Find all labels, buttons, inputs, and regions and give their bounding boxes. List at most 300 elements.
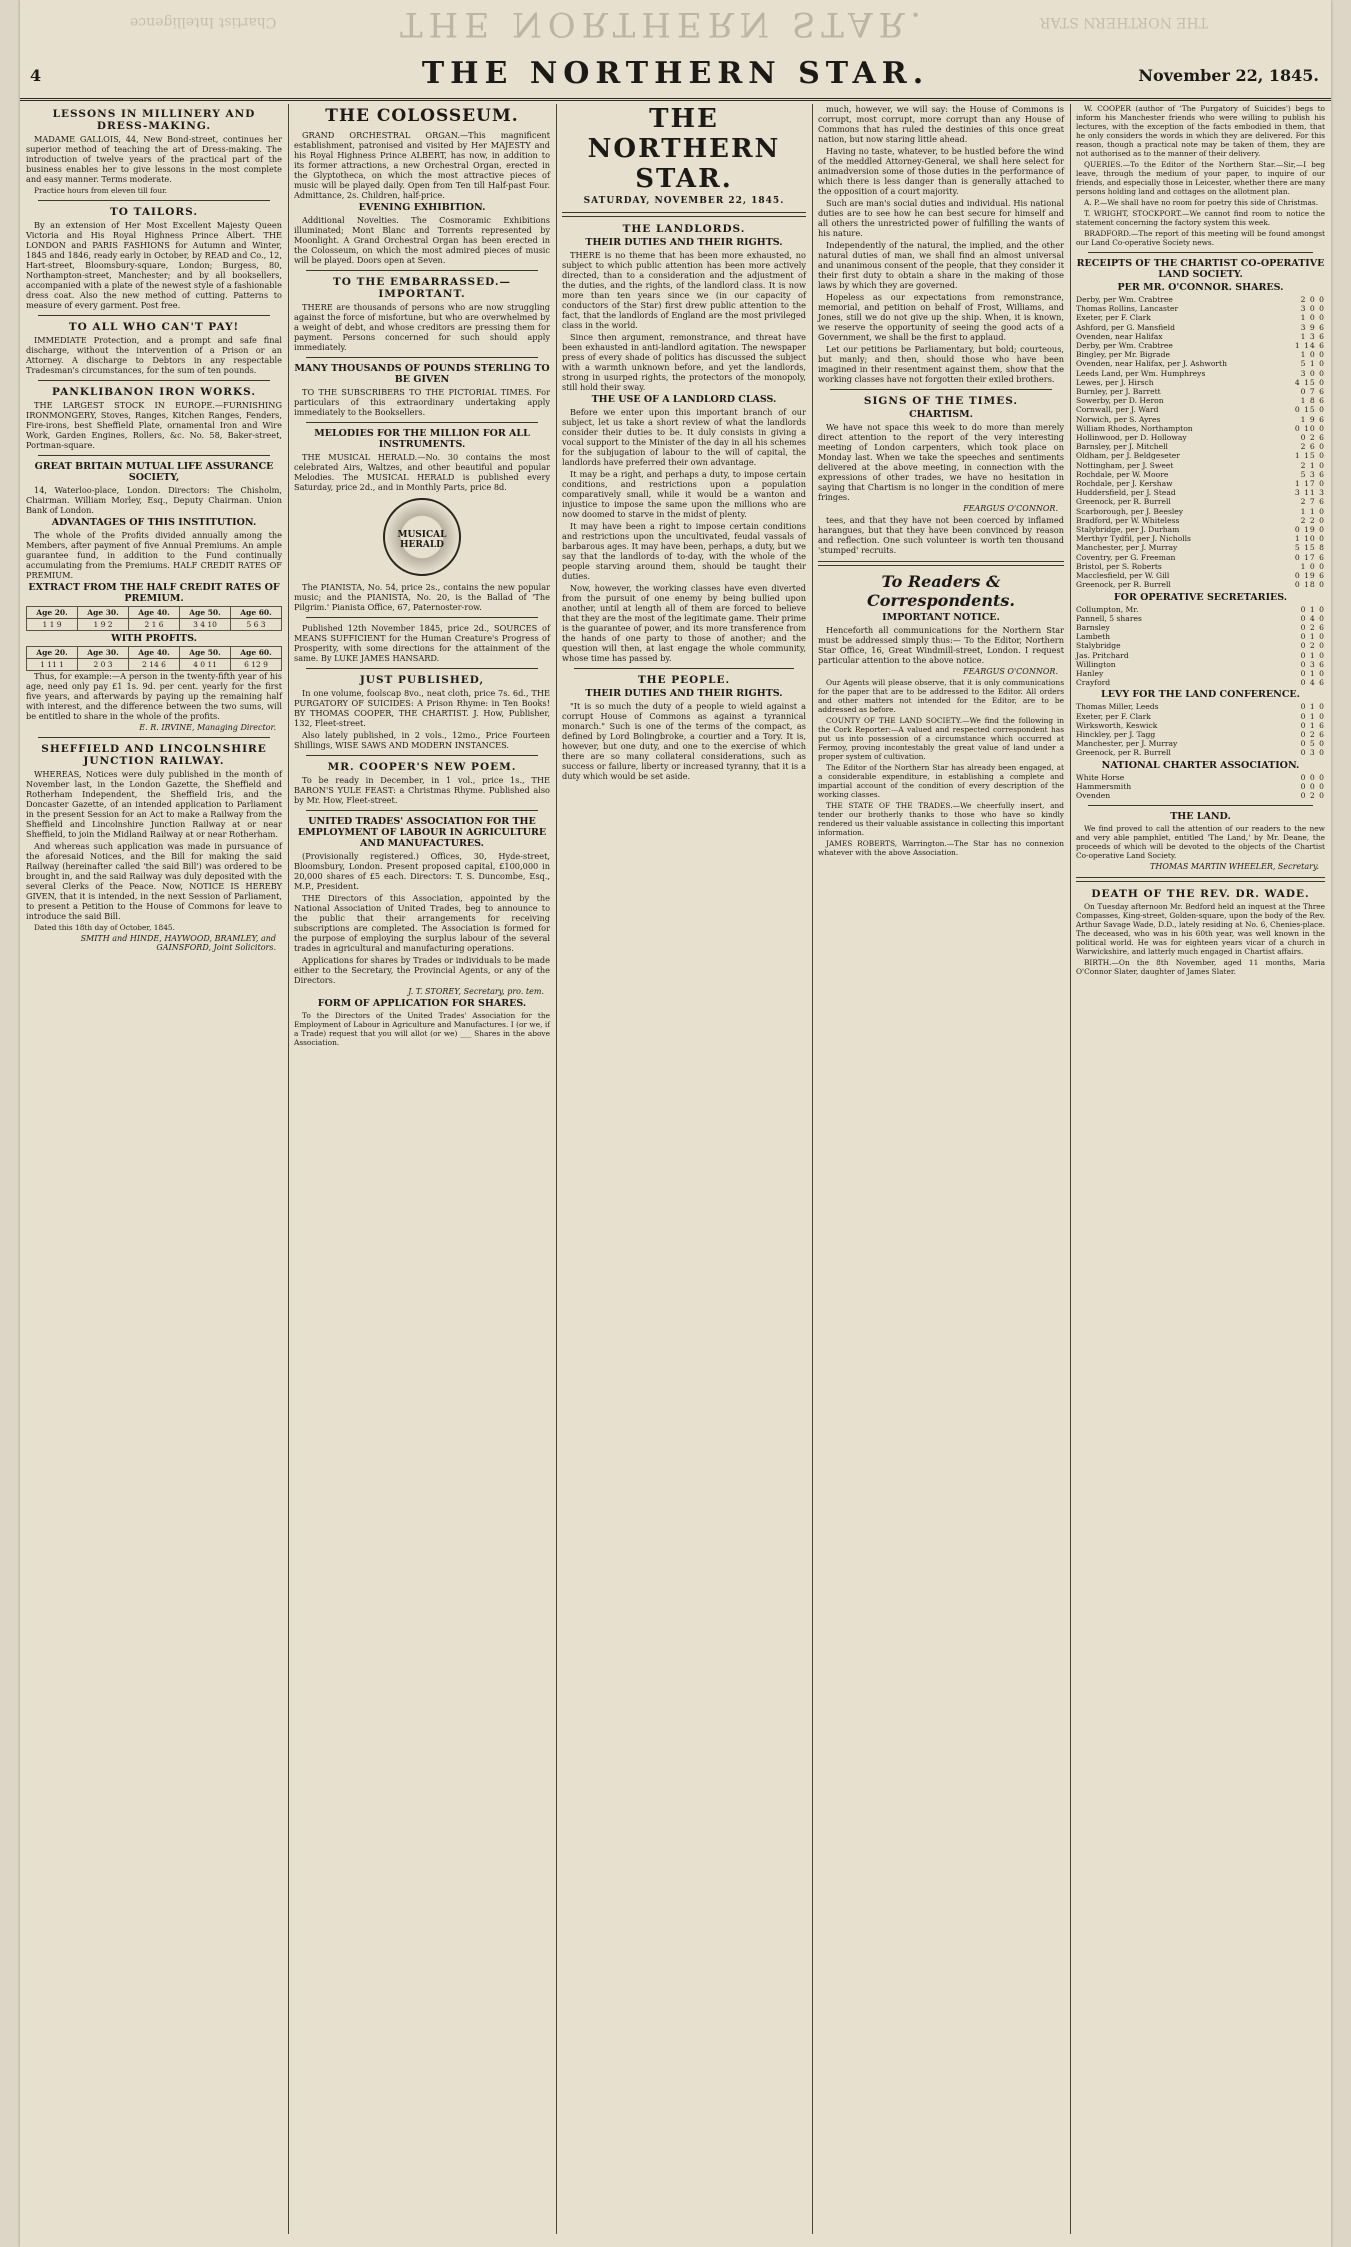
article-subheading-people-duties: THEIR DUTIES AND THEIR RIGHTS. <box>585 688 783 699</box>
receipt-amount: 5 15 8 <box>1294 543 1325 553</box>
ad-text-example: Thus, for example:—A person in the twenty-fifth year of his age, need only pay £1 1s. 9d. per cent. yearly for the first five years, and afterwards by paying up the remaining half with interest, and the difference between the two sums, will be entitled to share in the whole of the profits. <box>26 671 282 721</box>
correspondent-note: BRADFORD.—The report of this meeting will be found amongst our Land Co-operative Society news. <box>1076 229 1325 247</box>
receipt-row <box>1076 378 1325 387</box>
receipt-name: Macclesfield, per W. Gill <box>1076 571 1170 581</box>
receipt-name: Barnsley <box>1076 622 1110 632</box>
profits-table-header: Age 20. <box>27 647 78 659</box>
ad-text-pianista: The PIANISTA, No. 54, price 2s., contains the new popular music; and the PIANISTA, No. 20, is the Ballad of 'The Pilgrim.' Pianista Office, 67, Paternoster-row. <box>294 582 550 612</box>
article-heading-signs: SIGNS OF THE TIMES. <box>863 395 1019 407</box>
article-paragraph: We find proved to call the attention of our readers to the new and very able pamphlet, entitled 'The Land,' by Mr. Deane, the proceeds of which will be devoted to the objects of the Chartist Co-operative Land Society. <box>1076 824 1325 861</box>
receipt-row <box>1076 669 1325 678</box>
receipt-amount: 0 1 0 <box>1300 702 1325 712</box>
receipt-row <box>1076 632 1325 641</box>
receipt-amount: 0 1 0 <box>1300 650 1325 660</box>
article-paragraph: Such are man's social duties and individual. His national duties are to see how he can best secure for himself and all others the unrestricted power of fulfilling the wants of his nature. <box>818 198 1064 238</box>
editorial-date: SATURDAY, NOVEMBER 22, 1845. <box>583 196 785 206</box>
ad-text-wise-saws: Also lately published, in 2 vols., 12mo., Price Fourteen Shillings, WISE SAWS AND MODERN INSTANCES. <box>294 730 550 750</box>
ad-subheading-advantages: ADVANTAGES OF THIS INSTITUTION. <box>51 517 257 528</box>
ad-text-cooper-poem: To be ready in December, in 1 vol., price 1s., THE BARON'S YULE FEAST: a Christmas Rhyme. Published also by Mr. How, Fleet-street. <box>294 775 550 805</box>
premium-table-cell: 3 4 10 <box>180 619 231 631</box>
receipt-amount: 0 2 0 <box>1300 790 1325 800</box>
signature: FEARGUS O'CONNOR. <box>963 667 1058 676</box>
article-heading-landlords: THE LANDLORDS. <box>622 223 746 235</box>
correspondent-note: T. WRIGHT, STOCKPORT.—We cannot find room to notice the statement concerning the factory system this week. <box>1076 209 1325 227</box>
receipt-name: Bradford, per W. Whiteless <box>1076 515 1180 525</box>
ad-text-assurance: 14, Waterloo-place, London. Directors: The Chisholm, Chairman. William Morley, Esq., Deputy Chairman. Union Bank of London. <box>26 485 282 515</box>
notice-dated: Dated this 18th day of October, 1845. <box>34 923 175 932</box>
receipt-row <box>1076 562 1325 571</box>
double-rule <box>1076 877 1325 882</box>
receipt-row <box>1076 712 1325 721</box>
receipt-amount: 0 4 0 <box>1300 613 1325 623</box>
receipt-row <box>1076 433 1325 442</box>
receipt-row <box>1076 313 1325 322</box>
premium-table <box>26 606 282 631</box>
profits-table-caption: WITH PROFITS. <box>111 633 197 644</box>
receipt-name: Collumpton, Mr. <box>1076 604 1139 614</box>
divider <box>38 200 270 201</box>
signature: THOMAS MARTIN WHEELER, Secretary. <box>1150 862 1319 872</box>
ad-text-sources: Published 12th November 1845, price 2d., SOURCES of MEANS SUFFICIENT for the Human Creature's Progress of Prosperity, with some directions for the attainment of the same. By LUKE JAMES HANSARD. <box>294 623 550 663</box>
receipt-name: Manchester, per J. Murray <box>1076 739 1178 749</box>
receipt-row <box>1076 641 1325 650</box>
receipt-amount: 1 1 0 <box>1300 506 1325 516</box>
divider <box>38 315 270 316</box>
receipt-amount: 1 8 6 <box>1300 396 1325 406</box>
ad-heading-tailors: TO TAILORS. <box>109 206 199 218</box>
profits-table-header: Age 50. <box>180 647 231 659</box>
receipt-amount: 0 5 0 <box>1300 739 1325 749</box>
article-paragraph: Now, however, the working classes have even diverted from the pursuit of one enemy by being bullied upon another, until at length all of them are forced to believe that they are the most of the legitimate game. Their prime is the guarantee of power, and its more transference from the hands of one party to those of another; and the question will then, at last engage the whole community, whose time has passed by. <box>562 583 806 663</box>
receipt-name: Huddersfield, per J. Stead <box>1076 488 1176 498</box>
receipt-amount: 0 10 0 <box>1294 423 1325 433</box>
receipt-name: Bristol, per S. Roberts <box>1076 561 1162 571</box>
receipt-amount: 2 6 0 <box>1300 442 1325 452</box>
receipt-name: Thomas Rollins, Lancaster <box>1076 304 1179 314</box>
receipt-row <box>1076 516 1325 525</box>
receipts-heading-levy: LEVY FOR THE LAND CONFERENCE. <box>1101 689 1300 701</box>
receipt-row <box>1076 442 1325 451</box>
ad-heading-cooper-poem: MR. COOPER'S NEW POEM. <box>327 761 517 773</box>
article-heading-land: THE LAND. <box>1170 811 1231 823</box>
receipt-amount: 0 4 6 <box>1300 678 1325 688</box>
receipt-row <box>1076 605 1325 614</box>
receipt-name: Hanley <box>1076 668 1104 678</box>
column-3 <box>556 104 812 2234</box>
ad-text-applications: Applications for shares by Trades or individuals to be made either to the Secretary, the Provincial Agents, or any of the Directors. <box>294 955 550 985</box>
columns <box>20 104 1331 2234</box>
masthead-title: THE NORTHERN STAR. <box>421 56 930 91</box>
receipt-name: Oldham, per J. Beldgeseter <box>1076 451 1180 461</box>
receipt-name: Pannell, 5 shares <box>1076 613 1142 623</box>
issue-date: November 22, 1845. <box>1138 66 1319 85</box>
page-number: 4 <box>30 66 42 85</box>
receipt-name: Cornwall, per J. Ward <box>1076 405 1159 415</box>
notice-heading-railway: SHEFFIELD AND LINCOLNSHIRE JUNCTION RAILWAY. <box>41 743 267 767</box>
divider <box>830 389 1052 390</box>
receipt-amount: 0 2 6 <box>1300 622 1325 632</box>
divider <box>306 422 538 423</box>
article-paragraph: Let our petitions be Parliamentary, but bold; courteous, but manly; and then, should those who have been imagined in their resentment against them, show that the working classes have not forgotten their exiled brothers. <box>818 344 1064 384</box>
profits-table-cell: 2 0 3 <box>78 659 129 671</box>
receipt-row <box>1076 678 1325 687</box>
receipt-name: Wirksworth, Keswick <box>1076 720 1158 730</box>
receipt-name: Derby, per Wm. Crabtree <box>1076 295 1173 304</box>
receipt-amount: 1 0 0 <box>1300 313 1325 323</box>
receipt-name: William Rhodes, Northampton <box>1076 423 1193 433</box>
receipt-name: Leeds Land, per Wm. Humphreys <box>1076 368 1206 378</box>
divider <box>38 737 270 738</box>
newspaper-page <box>20 0 1331 2247</box>
receipt-name: Derby, per Wm. Crabtree <box>1076 341 1173 351</box>
premium-table-cell: 5 6 3 <box>231 619 282 631</box>
premium-table-caption: EXTRACT FROM THE HALF CREDIT RATES OF PREMIUM. <box>28 582 280 604</box>
receipt-row <box>1076 791 1325 800</box>
signature: FEARGUS O'CONNOR. <box>963 504 1058 513</box>
receipt-amount: 0 0 0 <box>1300 772 1325 782</box>
ad-text-directors: THE Directors of this Association, appointed by the National Association of United Trades, beg to announce to the public that their arrangements for receiving subscriptions are completed. The Association is formed for the purpose of employing the surplus labour of the several trades in agricultural and manufacturing operations. <box>294 893 550 953</box>
ad-text-embarrassed: THERE are thousands of persons who are now struggling against the force of misfortune, but who are overwhelmed by a weight of debt, and whose creditors are pressing them for payment. Persons concerned for such should apply immediately. <box>294 302 550 352</box>
correspondent-note: The Editor of the Northern Star has already been engaged, at a considerable expenditure, in establishing a complete and impartial account of the condition of every description of the working classes. <box>818 763 1064 799</box>
divider <box>38 380 270 381</box>
ad-heading-millinery: LESSONS IN MILLINERY AND DRESS-MAKING. <box>52 108 256 132</box>
premium-table-cell: 2 1 6 <box>129 619 180 631</box>
divider <box>1088 805 1313 806</box>
receipt-amount: 3 11 3 <box>1294 488 1325 498</box>
section-heading-correspondents: To Readers & Correspondents. <box>867 572 1015 610</box>
receipt-name: Rochdale, per J. Kershaw <box>1076 479 1173 489</box>
receipt-row <box>1076 773 1325 782</box>
receipt-name: Ashford, per G. Mansfield <box>1076 322 1175 332</box>
receipt-amount: 1 0 0 <box>1300 561 1325 571</box>
receipt-name: Exeter, per F. Clark <box>1076 711 1151 721</box>
ad-heading-embarrassed: TO THE EMBARRASSED.—IMPORTANT. <box>332 276 512 300</box>
receipt-amount: 1 0 0 <box>1300 350 1325 360</box>
receipt-name: Lambeth <box>1076 632 1111 642</box>
receipt-row <box>1076 461 1325 470</box>
seal-label: MUSICAL HERALD <box>397 530 447 550</box>
receipt-row <box>1076 295 1325 304</box>
masthead <box>20 52 1331 101</box>
receipt-row <box>1076 479 1325 488</box>
receipt-row <box>1076 525 1325 534</box>
premium-table-cell: 1 1 9 <box>27 619 78 631</box>
receipt-name: Barnsley, per J. Mitchell <box>1076 442 1168 452</box>
receipt-name: Scarborough, per J. Beesley <box>1076 506 1184 516</box>
receipt-row <box>1076 721 1325 730</box>
ad-heading-panklibanon: PANKLIBANON IRON WORKS. <box>51 386 256 398</box>
receipt-amount: 1 17 0 <box>1294 479 1325 489</box>
receipt-amount: 0 17 6 <box>1294 552 1325 562</box>
receipt-amount: 2 2 0 <box>1300 515 1325 525</box>
receipts-list <box>1076 702 1325 757</box>
receipt-name: Hinckley, per J. Tagg <box>1076 729 1156 739</box>
article-subheading-duties: THEIR DUTIES AND THEIR RIGHTS. <box>585 237 783 248</box>
article-heading-people: THE PEOPLE. <box>637 674 731 686</box>
receipt-name: Lewes, per J. Hirsch <box>1076 377 1154 387</box>
receipt-name: Thomas Miller, Leeds <box>1076 702 1159 712</box>
receipt-row <box>1076 359 1325 368</box>
article-paragraph: On Tuesday afternoon Mr. Bedford held an inquest at the Three Compasses, King-street, Golden-square, upon the body of the Rev. Arthur Savage Wade, D.D., lately residing at No. 6, Chenies-place. The deceased, who was in his 60th year, was well known in the political world. He was for eighteen years vicar of a church in Warwickshire, and latterly much engaged in Chartist affairs. <box>1076 902 1325 957</box>
bleed-through-left: Chartist Intelligence <box>130 14 277 30</box>
receipt-row <box>1076 396 1325 405</box>
receipt-row <box>1076 332 1325 341</box>
receipt-amount: 0 2 6 <box>1300 729 1325 739</box>
ad-subheading-evening: EVENING EXHIBITION. <box>358 202 486 213</box>
receipt-row <box>1076 451 1325 460</box>
receipt-amount: 0 19 0 <box>1294 525 1325 535</box>
notice-text-railway-2: And whereas such application was made in pursuance of the aforesaid Notices, and the Bill for making the said Railway (hereinafter called 'the said Bill') was ordered to be brought in, and the said Railway was duly deposited with the several Clerks of the Peace. Now, NOTICE IS HEREBY GIVEN, that it is intended, in the next Session of Parliament, to present a Petition to the House of Commons for leave to introduce the said Bill. <box>26 841 282 921</box>
receipts-heading: RECEIPTS OF THE CHARTIST CO-OPERATIVE LAND SOCIETY. <box>1076 258 1325 280</box>
article-paragraph: Hopeless as our expectations from remonstrance, memorial, and petition on behalf of Frost, Williams, and Jones, still we do not give up the ship. When, it is known, we reserve the opportunity of seeing the good acts of a Government, we shall be the first to applaud. <box>818 292 1064 342</box>
article-paragraph: Before we enter upon this important branch of our subject, let us take a short review of what the landlords consider their duties to be. It duly consists in giving a vocal support to the Minister of the day in all his schemes for the subjugation of labour to the will of capital, the landlords have preferred their own advantage. <box>562 407 806 467</box>
article-paragraph: Independently of the natural, the implied, and the other natural duties of man, we shall find an almost universal and unanimous consent of the people, that they consider it their first duty to obtain a share in the making of those laws by which they are governed. <box>818 240 1064 290</box>
receipt-amount: 0 3 0 <box>1300 748 1325 758</box>
notice-heading-important: IMPORTANT NOTICE. <box>882 612 1000 623</box>
receipt-row <box>1076 387 1325 396</box>
ad-text-melodies: THE MUSICAL HERALD.—No. 30 contains the most celebrated Airs, Waltzes, and other beautiful and popular Melodies. The MUSICAL HERALD is published every Saturday, price 2d., and in Monthly Parts, price 8d. <box>294 452 550 492</box>
receipt-amount: 0 2 6 <box>1300 433 1325 443</box>
receipt-row <box>1076 553 1325 562</box>
receipt-row <box>1076 534 1325 543</box>
receipts-list <box>1076 773 1325 801</box>
ad-text-tailors: By an extension of Her Most Excellent Majesty Queen Victoria and His Royal Highness Prince Albert. THE LONDON and PARIS FASHIONS for Autumn and Winter, 1845 and 1846, ready early in October, by READ and Co., 12, Hart-street, Bloomsbury-square, London; Burgess, 80, Northampton-street, Manchester; and by all booksellers, accompanied with a plate of the newest style of a fashionable dress coat. Also the new method of cutting. Patterns to measure of every garment. Post free. <box>26 220 282 310</box>
receipts-subheading: PER MR. O'CONNOR. SHARES. <box>1117 282 1284 293</box>
divider <box>306 810 538 811</box>
notice-text: Henceforth all communications for the Northern Star must be addressed simply thus:— To the Editor, Northern Star Office, 16, Great Windmill-street, London. I request particular attention to the above notice. <box>818 625 1064 665</box>
article-heading-death: DEATH OF THE REV. DR. WADE. <box>1091 888 1310 901</box>
receipt-amount: 1 9 6 <box>1300 414 1325 424</box>
divider <box>306 755 538 756</box>
bleed-through-title: THE NORTHERN STAR. <box>400 4 927 44</box>
receipt-row <box>1076 651 1325 660</box>
receipt-row <box>1076 369 1325 378</box>
bleed-through-right: THE NORTHERN STAR <box>1040 14 1209 30</box>
receipt-amount: 5 1 0 <box>1300 359 1325 369</box>
form-text-shares: To the Directors of the United Trades' Association for the Employment of Labour in Agriculture and Manufactures. I (or we, if a Trade) request that you will allot (or we) ___ Shares in the above Association. <box>294 1011 550 1047</box>
receipts-list <box>1076 605 1325 688</box>
ad-text-evening: Additional Novelties. The Cosmoramic Exhibitions illuminated; Mont Blanc and Torrents represented by Moonlight. A Grand Orchestral Organ has been erected in the Colosseum, on which the most admired pieces of music will be played. Doors open at Seven. <box>294 215 550 265</box>
receipt-row <box>1076 507 1325 516</box>
receipt-name: Greenock, per R. Burrell <box>1076 580 1171 590</box>
receipt-amount: 0 3 6 <box>1300 659 1325 669</box>
receipt-amount: 3 0 0 <box>1300 304 1325 314</box>
receipt-row <box>1076 405 1325 414</box>
receipt-amount: 0 15 0 <box>1294 405 1325 415</box>
receipt-row <box>1076 739 1325 748</box>
form-heading-shares: FORM OF APPLICATION FOR SHARES. <box>317 998 527 1009</box>
article-subheading-chartism: CHARTISM. <box>909 409 973 420</box>
ad-heading-united-trades: UNITED TRADES' ASSOCIATION FOR THE EMPLOYMENT OF LABOUR IN AGRICULTURE AND MANUFACTURES. <box>297 816 547 849</box>
receipts-heading-secretaries: FOR OPERATIVE SECRETARIES. <box>1113 591 1288 603</box>
double-rule <box>562 212 806 217</box>
receipt-name: Nottingham, per J. Sweet <box>1076 460 1174 470</box>
divider <box>38 455 270 456</box>
receipt-amount: 2 1 0 <box>1300 460 1325 470</box>
receipt-amount: 0 18 0 <box>1294 580 1325 590</box>
article-paragraph: THERE is no theme that has been more exhausted, no subject to which public attention has been more actively directed, than to a consideration and the adjustment of the duties, and the rights, of the landlord class. It is now more than ten years since we (in our capacity of conductors of the Star) first drew public attention to the fact, that the landlords of England are the most privileged class in the world. <box>562 250 806 330</box>
receipt-row <box>1076 748 1325 757</box>
receipts-list <box>1076 295 1325 590</box>
receipt-name: White Horse <box>1076 772 1125 782</box>
receipts-heading-national: NATIONAL CHARTER ASSOCIATION. <box>1101 759 1300 771</box>
receipt-amount: 4 15 0 <box>1294 377 1325 387</box>
receipt-row <box>1076 323 1325 332</box>
profits-table-cell: 2 14 6 <box>129 659 180 671</box>
ad-text-millinery: MADAME GALLOIS, 44, New Bond-street, continues her superior method of teaching the art of Dress-making. The introduction of twelve years of the practical part of the business enables her to give lessons in the most complete and easy manner. Terms moderate. <box>26 134 282 184</box>
profits-table-cell: 4 0 11 <box>180 659 231 671</box>
receipt-name: Greenock, per R. Burrell <box>1076 497 1171 507</box>
divider <box>574 668 794 669</box>
receipt-amount: 2 7 6 <box>1300 497 1325 507</box>
receipt-name: Exeter, per F. Clark <box>1076 313 1151 323</box>
correspondent-note: W. COOPER (author of 'The Purgatory of Suicides') begs to inform his Manchester friends who were willing to publish his lectures, with the exception of the facts embodied in them, that he only considers the words in which they are delivered. For this reason, though a practical note may be taken of them, they are not authorised as to the manner of their delivery. <box>1076 104 1325 158</box>
receipt-name: Norwich, per S. Ayres <box>1076 414 1161 424</box>
receipt-name: Merthyr Tydfil, per J. Nicholls <box>1076 534 1191 544</box>
article-paragraph: tees, and that they have not been coerced by inflamed harangues, but that they have been convinced by reason and reflection. One such volunteer is worth ten thousand 'stumped' recruits. <box>818 515 1064 555</box>
receipt-name: Jas. Pritchard <box>1076 650 1129 660</box>
receipt-row <box>1076 614 1325 623</box>
divider <box>306 357 538 358</box>
ad-heading-just-published: JUST PUBLISHED, <box>359 674 485 686</box>
receipt-row <box>1076 497 1325 506</box>
ad-text-advantages: The whole of the Profits divided annually among the Members, after payment of five Annual Premiums. An ample guarantee fund, in addition to the Fund continually accumulating from the Premiums. HALF CREDIT RATES OF PREMIUM. <box>26 530 282 580</box>
article-paragraph: It may have been a right to impose certain conditions and restrictions upon the uncultivated, feudal vassals of barbarous ages. It may have been, perhaps, a duty, but we say that the landlords of to-day, with the whole of the people starving around them, should be taught their duties. <box>562 521 806 581</box>
receipt-amount: 3 0 0 <box>1300 368 1325 378</box>
divider <box>306 270 538 271</box>
ad-heading-pictorial: MANY THOUSANDS OF POUNDS STERLING TO BE GIVEN <box>294 363 550 385</box>
receipt-amount: 2 0 0 <box>1300 295 1325 304</box>
premium-table-header: Age 30. <box>78 607 129 619</box>
correspondent-note: A. P.—We shall have no room for poetry this side of Christmas. <box>1084 198 1319 207</box>
receipt-row <box>1076 660 1325 669</box>
receipt-row <box>1076 304 1325 313</box>
receipt-name: Ovenden <box>1076 790 1111 800</box>
ad-text-purgatory: In one volume, foolscap 8vo., neat cloth, price 7s. 6d., THE PURGATORY OF SUICIDES: A Prison Rhyme: in Ten Books! BY THOMAS COOPER, THE CHARTIST. J. How, Publisher, 132, Fleet-street. <box>294 688 550 728</box>
editorial-title: THE NORTHERN STAR. <box>587 104 781 194</box>
column-1 <box>20 104 288 2234</box>
receipt-amount: 0 2 0 <box>1300 641 1325 651</box>
ad-text-pictorial: TO THE SUBSCRIBERS TO THE PICTORIAL TIMES. For particulars of this extraordinary undertaking apply immediately to the Booksellers. <box>294 387 550 417</box>
receipt-row <box>1076 415 1325 424</box>
receipt-amount: 5 3 6 <box>1300 469 1325 479</box>
receipt-name: Greenock, per R. Burrell <box>1076 748 1171 758</box>
bleed-through-reverse-text <box>20 0 1331 52</box>
receipt-amount: 0 1 6 <box>1300 720 1325 730</box>
article-paragraph: "It is so much the duty of a people to wield against a corrupt House of Commons as against a tyrannical monarch." Such is one of the terms of the compact, as defined by Lord Bolingbroke, a courtier and a Tory. It is, however, but one duty, and one to the exercise of which there are so many collateral considerations, such as success or failure, liberty or increased tyranny, that it is a duty which would be set aside. <box>562 701 806 781</box>
column-2 <box>288 104 556 2234</box>
ad-text-colosseum: GRAND ORCHESTRAL ORGAN.—This magnificent establishment, patronised and visited by Her MAJESTY and his Royal Highness Prince ALBERT, has now, in addition to its former attractions, a new Orchestral Organ, erected in the Glyptotheca, on which the most attractive pieces of music will be played daily. Open from Ten till Half-past Four. Admittance, 2s. Children, half-price. <box>294 130 550 200</box>
receipt-row <box>1076 730 1325 739</box>
receipt-amount: 0 7 6 <box>1300 387 1325 397</box>
profits-table-header: Age 60. <box>231 647 282 659</box>
ad-heading-assurance: GREAT BRITAIN MUTUAL LIFE ASSURANCE SOCIETY, <box>34 461 274 483</box>
receipt-row <box>1076 782 1325 791</box>
profits-table-cell: 6 12 9 <box>231 659 282 671</box>
profits-table <box>26 646 282 671</box>
article-paragraph: We have not space this week to do more than merely direct attention to the report of the very interesting meeting of London carpenters, which took place on Monday last. When we take the speeches and sentiments delivered at the above meeting, in connection with the expressions of other trades, we have no hesitation in saying that Chartism is no longer in the condition of mere fringes. <box>818 422 1064 502</box>
birth-notice: BIRTH.—On the 8th November, aged 11 months, Maria O'Connor Slater, daughter of James Slater. <box>1076 958 1325 977</box>
receipt-row <box>1076 341 1325 350</box>
receipt-amount: 1 14 6 <box>1294 341 1325 351</box>
premium-table-header: Age 60. <box>231 607 282 619</box>
correspondent-note: QUERIES.—To the Editor of the Northern Star.—Sir,—I beg leave, through the medium of your paper, to inquire of our friends, and especially those in Leicester, whether there are many persons holding land and cottages on the allotment plan. <box>1076 160 1325 196</box>
receipt-row <box>1076 580 1325 589</box>
correspondent-note: JAMES ROBERTS, Warrington.—The Star has no connexion whatever with the above Association. <box>818 839 1064 857</box>
article-paragraph: Since then argument, remonstrance, and threat have been exhausted in anti-landlord agitation. The newspaper press of every shade of politics has discussed the subject with a warmth unknown before, and yet the landlords, strong in usurped rights, the protectors of the monopoly, still hold their sway. <box>562 332 806 392</box>
receipt-name: Hammersmith <box>1076 781 1132 791</box>
receipt-name: Stalybridge <box>1076 641 1121 651</box>
receipt-row <box>1076 470 1325 479</box>
article-paragraph: much, however, we will say: the House of Commons is corrupt, most corrupt, more corrupt than any House of Commons that has ruled the destinies of this once great nation, but now staring little ahead. <box>818 104 1064 144</box>
article-paragraph: Having no taste, whatever, to be hustled before the wind of the meddled Attorney-General, we shall here select for animadversion some of those duties in the performance of which there is less danger than is generally attached to the opposition of a court majority. <box>818 146 1064 196</box>
receipt-amount: 0 19 6 <box>1294 571 1325 581</box>
receipt-name: Bingley, per Mr. Bigrade <box>1076 350 1170 360</box>
receipt-amount: 1 10 0 <box>1294 534 1325 544</box>
signature: SMITH and HINDE, HAYWOOD, BRAMLEY, and GAINSFORD, Joint Solicitors. <box>80 934 276 952</box>
correspondent-note: THE STATE OF THE TRADES.—We cheerfully insert, and tender our brotherly thanks to those who have so kindly rendered us their valuable assistance in collecting this important information. <box>818 801 1064 837</box>
receipt-name: Manchester, per J. Murray <box>1076 543 1178 553</box>
receipt-row <box>1076 488 1325 497</box>
receipt-row <box>1076 623 1325 632</box>
article-subheading-landlord-class: THE USE OF A LANDLORD CLASS. <box>591 394 777 405</box>
notice-text-railway: WHEREAS, Notices were duly published in the month of November last, in the London Gazette, the Sheffield and Rotherham Independent, the Sheffield Iris, and the Doncaster Gazette, of an intended application to Parliament in the present Session for an Act to make a Railway from the Sheffield and Lincolnshire Junction Railway at or near Sheffield, to join the Midland Railway at or near Rotherham. <box>26 769 282 839</box>
profits-table-header: Age 30. <box>78 647 129 659</box>
ad-note-millinery: Practice hours from eleven till four. <box>34 186 168 195</box>
receipt-row <box>1076 571 1325 580</box>
musical-herald-seal <box>383 498 461 576</box>
receipt-name: Crayford <box>1076 678 1111 688</box>
ad-heading-melodies: MELODIES FOR THE MILLION FOR ALL INSTRUMENTS. <box>314 428 530 450</box>
receipt-row <box>1076 424 1325 433</box>
premium-table-cell: 1 9 2 <box>78 619 129 631</box>
receipt-amount: 0 1 0 <box>1300 632 1325 642</box>
receipt-name: Sowerby, per D. Heron <box>1076 396 1164 406</box>
receipt-amount: 1 3 6 <box>1300 331 1325 341</box>
signature: E. R. IRVINE, Managing Director. <box>139 723 276 732</box>
profits-table-header: Age 40. <box>129 647 180 659</box>
divider <box>306 617 538 618</box>
receipt-name: Willington <box>1076 659 1116 669</box>
receipt-amount: 0 1 0 <box>1300 604 1325 614</box>
receipt-row <box>1076 543 1325 552</box>
receipt-amount: 1 15 0 <box>1294 451 1325 461</box>
receipt-amount: 0 1 0 <box>1300 668 1325 678</box>
profits-table-cell: 1 11 1 <box>27 659 78 671</box>
ad-text-debtors: IMMEDIATE Protection, and a prompt and safe final discharge, without the intervention of a Prison or an Attorney. A discharge to Debtors in any respectable Tradesman's circumstances, for the sum of ten pounds. <box>26 335 282 375</box>
premium-table-header: Age 50. <box>180 607 231 619</box>
double-rule <box>818 561 1064 566</box>
receipt-amount: 0 1 0 <box>1300 711 1325 721</box>
receipt-row <box>1076 350 1325 359</box>
ad-heading-debtors: TO ALL WHO CAN'T PAY! <box>68 321 240 333</box>
correspondent-note: COUNTY OF THE LAND SOCIETY.—We find the following in the Cork Reporter:—A valued and respected correspondent has put us into possession of a circumstance which occurred at Fermoy, proving incontestably the great value of land under a proper system of cultivation. <box>818 716 1064 761</box>
receipt-name: Rochdale, per W. Moore <box>1076 469 1169 479</box>
receipt-amount: 0 0 0 <box>1300 781 1325 791</box>
divider <box>306 668 538 669</box>
divider <box>1088 252 1313 253</box>
correspondent-note: Our Agents will please observe, that it is only communications for the paper that are to be addressed to the Editor. All orders and other matters not intended for the Editor, are to be addressed as before. <box>818 678 1064 714</box>
signature: J. T. STOREY, Secretary, pro. tem. <box>408 987 544 996</box>
ad-heading-colosseum: THE COLOSSEUM. <box>325 106 519 126</box>
column-4 <box>812 104 1070 2234</box>
premium-table-header: Age 40. <box>129 607 180 619</box>
ad-text-panklibanon: THE LARGEST STOCK IN EUROPE.—FURNISHING IRONMONGERY, Stoves, Ranges, Kitchen Ranges, Fenders, Fire-irons, best Sheffield Plate, ornamental Iron and Wire Work, Garden Engines, Rollers, &c. No. 58, Baker-street, Portman-square. <box>26 400 282 450</box>
premium-table-header: Age 20. <box>27 607 78 619</box>
article-paragraph: It may be a right, and perhaps a duty, to impose certain conditions, and restrictions upon a population comparatively small, while it would be a wanton and injustice to impose the same upon the millions who are now doomed to starve in the midst of plenty. <box>562 469 806 519</box>
ad-text-united-trades: (Provisionally registered.) Offices, 30, Hyde-street, Bloomsbury, London. Present proposed capital, £100,000 in 20,000 shares of £5 each. Directors: T. S. Duncombe, Esq., M.P., President. <box>294 851 550 891</box>
receipt-name: Hollinwood, per D. Holloway <box>1076 433 1187 443</box>
